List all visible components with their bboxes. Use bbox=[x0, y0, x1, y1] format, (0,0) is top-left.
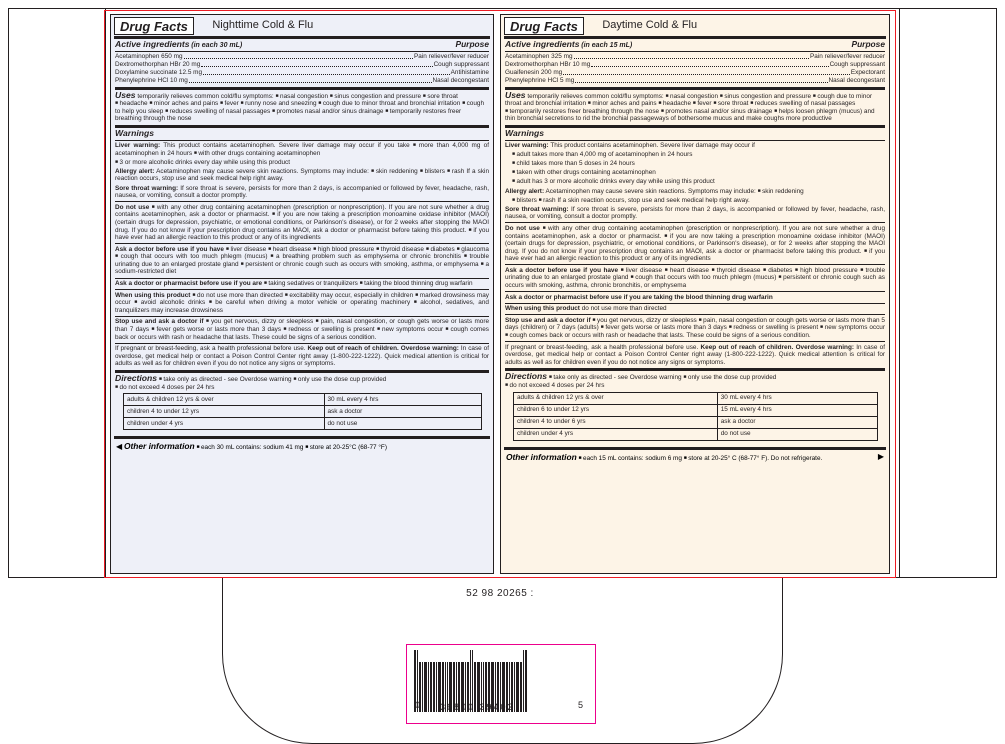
do-not-use-allergy-left: ■ if you have ever had an allergic reaction to this product or any of its ingredients bbox=[115, 227, 489, 242]
drug-facts-panel-nighttime bbox=[110, 14, 494, 574]
directions-bullet: ■ take only as directed - see Overdose warning bbox=[549, 374, 682, 381]
use-item: ■ helps loosen phlegm (mucus) and thin bronchial secretions to rid the bronchial passageways of bothersome mucus and make coughs more productive bbox=[505, 108, 875, 123]
use-item: ■ runny nose and sneezing bbox=[241, 100, 317, 107]
warnings-section-left bbox=[115, 127, 490, 368]
directions-title-right: Directions bbox=[505, 371, 548, 382]
active-ingredient-row bbox=[115, 53, 489, 61]
ingredient-name: Dextromethorphan HBr 20 mg bbox=[115, 60, 201, 68]
barcode-right-digit: 5 bbox=[578, 700, 584, 710]
dose-age: adults & children 12 yrs & over bbox=[514, 392, 718, 404]
allergy-bullet: ■ rash bbox=[447, 168, 464, 175]
directions-bullet: ■ take only as directed - see Overdose warning bbox=[159, 376, 292, 383]
directions-bullet: ■ only use the dose cup provided bbox=[293, 376, 386, 383]
ask-doctor-bullet: ■ trouble urinating due to an enlarged prostate gland bbox=[505, 267, 885, 282]
leader-dots bbox=[189, 78, 432, 83]
other-information-title-right: Other information bbox=[506, 451, 577, 462]
product-name-daytime: Daytime Cold & Flu bbox=[602, 19, 698, 31]
table-row bbox=[124, 418, 482, 430]
when-using-bullet: ■ alcohol, sedatives, and tranquilizers may increase drowsiness bbox=[115, 299, 489, 314]
ask-doctor-bullet: ■ trouble urinating due to an enlarged prostate gland bbox=[115, 253, 489, 268]
leader-dots bbox=[574, 54, 810, 59]
active-ingredient-row bbox=[115, 61, 489, 69]
stop-use-title-right: Stop use and ask a doctor if bbox=[505, 316, 591, 324]
leader-dots bbox=[575, 78, 827, 83]
ask-doctor-bullet: ■ heart disease bbox=[665, 267, 709, 274]
when-using-bullet: do not use more than directed bbox=[581, 305, 667, 313]
leader-dots bbox=[201, 62, 432, 67]
bottom-flap-left-curve bbox=[222, 578, 342, 744]
use-item: ■ cough due to minor throat and bronchial irritation bbox=[505, 93, 872, 108]
directions-section-right bbox=[505, 373, 885, 440]
uses-section-right bbox=[505, 89, 885, 123]
other-information-section-left bbox=[114, 436, 490, 451]
flap-code-text: 52 98 20265 : bbox=[466, 588, 534, 599]
arrow-right-icon: ▶ bbox=[877, 451, 884, 461]
ingredient-name: Guaifenesin 200 mg bbox=[505, 68, 563, 76]
table-row bbox=[124, 406, 482, 418]
stop-use-bullet: ■ cough comes back or occurs with rash or headache that lasts. These could be signs of a serious condition. bbox=[505, 332, 811, 339]
when-using-bullet: ■ be careful when driving a motor vehicle or operating machinery bbox=[209, 299, 410, 306]
uses-lead-right: temporarily relieves common cold/flu symptoms: bbox=[527, 92, 664, 100]
stop-use-bullet: ■ cough comes back or occurs with rash or headache that lasts. These could be signs of a serious condition. bbox=[115, 326, 489, 341]
allergy-alert-title-right: Allergy alert: bbox=[505, 187, 545, 195]
use-item: ■ reduces swelling of nasal passages bbox=[750, 100, 855, 107]
active-ingredient-row bbox=[505, 61, 885, 69]
use-item: ■ temporarily restores freer breathing through the nose bbox=[505, 108, 659, 115]
directions-section-left bbox=[115, 375, 489, 430]
drug-facts-title: Drug Facts bbox=[114, 17, 194, 35]
table-row bbox=[124, 394, 482, 406]
leader-dots bbox=[563, 70, 850, 75]
active-ingredient-row bbox=[115, 69, 489, 77]
stop-use-bullet: ■ fever gets worse or lasts more than 3 days bbox=[601, 324, 727, 331]
use-item: ■ reduces swelling of nasal passages bbox=[165, 108, 270, 115]
do-not-use-text-left: ■ with any other drug containing acetaminophen (prescription or nonprescription). If you are not sure whether a drug contains acetaminophen, ask a doctor or pharmacist. bbox=[115, 204, 489, 219]
allergy-bullet: ■ skin reddening bbox=[758, 188, 804, 195]
ask-doctor-title-right: Ask a doctor before use if you have bbox=[505, 266, 619, 274]
use-item: ■ fever bbox=[693, 100, 712, 107]
stop-use-bullet: ■ new symptoms occur bbox=[820, 324, 885, 331]
drug-facts-title: Drug Facts bbox=[504, 17, 584, 35]
dose-amount: do not use bbox=[324, 418, 482, 430]
use-item: ■ sinus congestion and pressure bbox=[330, 93, 421, 100]
use-item: ■ minor aches and pains bbox=[149, 100, 218, 107]
use-item: ■ headache bbox=[658, 100, 691, 107]
ask-doctor-bullet: ■ high blood pressure bbox=[795, 267, 858, 274]
dosage-table-left bbox=[123, 393, 482, 430]
ask-doctor-bullet: ■ thyroid disease bbox=[711, 267, 760, 274]
sore-throat-title-left: Sore throat warning: bbox=[115, 184, 179, 192]
carton-right-flap bbox=[899, 8, 997, 578]
liver-warning-text-left: This product contains acetaminophen. Severe liver damage may occur if you take bbox=[163, 142, 410, 150]
ingredient-purpose: Pain reliever/fever reducer bbox=[414, 52, 489, 60]
arrow-left-icon: ◀ bbox=[116, 442, 123, 452]
ingredient-purpose: Pain reliever/fever reducer bbox=[810, 52, 885, 60]
liver-warning-title-right: Liver warning: bbox=[505, 142, 549, 150]
drug-facts-body-daytime bbox=[501, 39, 889, 445]
liver-bullet: ■ adult has 3 or more alcoholic drinks every day while using this product bbox=[512, 178, 715, 185]
when-using-bullet: ■ marked drowsiness may occur bbox=[115, 292, 489, 307]
active-ingredient-row bbox=[505, 53, 885, 61]
when-using-title-right: When using this product bbox=[505, 305, 580, 313]
do-not-use-title-right: Do not use bbox=[505, 224, 540, 232]
warnings-title-right: Warnings bbox=[505, 127, 544, 138]
use-item: ■ sore throat bbox=[713, 100, 748, 107]
ingredient-purpose: Antihistamine bbox=[450, 68, 489, 76]
dose-amount: 30 mL every 4 hrs bbox=[324, 394, 482, 406]
when-using-bullet: ■ excitability may occur, especially in children bbox=[285, 292, 413, 299]
other-information-section-right bbox=[504, 447, 886, 462]
leader-dots bbox=[203, 70, 450, 75]
purpose-label-right: Purpose bbox=[851, 39, 885, 49]
bottom-flap-right-curve bbox=[663, 578, 783, 744]
ask-doctor-bullet: ■ a sodium-restricted diet bbox=[115, 261, 489, 276]
allergy-alert-text-right: Acetaminophen may cause severe skin reactions. Symptoms may include: bbox=[545, 187, 756, 195]
ingredient-purpose: Nasal decongestant bbox=[432, 76, 489, 84]
other-info-bullet: ■ each 15 mL contains: sodium 6 mg bbox=[579, 455, 682, 462]
allergy-bullet: ■ blisters bbox=[420, 168, 445, 175]
ask-doctor-bullet: ■ cough that occurs with too much phlegm (mucus) bbox=[115, 253, 268, 260]
other-info-bullet: ■ store at 20-25°C (68-77 °F) bbox=[305, 444, 387, 451]
drug-facts-body-nighttime bbox=[111, 39, 493, 434]
stop-use-bullet: ■ pain, nasal congestion or cough gets worse or lasts more than 5 days (children) or 7 days (adults) bbox=[505, 317, 885, 332]
liver-bullet: ■ with other drugs containing acetaminophen bbox=[194, 150, 320, 157]
ingredient-purpose: Cough suppressant bbox=[433, 60, 489, 68]
stop-use-bullet: ■ you get nervous, dizzy or sleepless bbox=[592, 317, 696, 324]
overdose-warning-text-left: In case of overdose, get medical help or contact a Poison Control Center right away (1-800-222-1222). Quick medical attention is critical for adults as well as for children even if you do not notice any signs or symptoms. bbox=[115, 345, 490, 368]
use-item: ■ promotes nasal and/or sinus drainage bbox=[661, 108, 772, 115]
do-not-use-text-right: ■ with any other drug containing acetaminophen (prescription or nonprescription). If you are not sure whether a drug contains acetaminophen, ask a doctor or pharmacist. bbox=[505, 225, 885, 240]
barcode-left-digit: 0 bbox=[415, 700, 421, 710]
use-item: ■ nasal congestion bbox=[276, 93, 329, 100]
active-ingredient-row bbox=[115, 77, 489, 85]
dose-age: adults & children 12 yrs & over bbox=[124, 394, 325, 406]
use-item: ■ cough to help you sleep bbox=[115, 100, 484, 115]
other-information-title-left: Other information bbox=[123, 441, 195, 452]
stop-use-bullet: ■ you get nervous, dizzy or sleepless bbox=[206, 318, 313, 325]
overdose-warning-text-right: In case of overdose, get medical help or contact a Poison Control Center right away (1-800-222-1222). Quick medical attention is critical for adults as well as for children even if you do not notice any signs or symptoms. bbox=[505, 343, 886, 366]
ask-doctor-bullet: ■ diabetes bbox=[426, 246, 455, 253]
dose-age: children under 4 yrs bbox=[514, 428, 718, 440]
stop-use-bullet: ■ pain, nasal congestion, or cough gets worse or lasts more than 7 days bbox=[115, 318, 489, 333]
do-not-use-maoi-right: ■ if you are now taking a prescription monoamine oxidase inhibitor (MAOI) (certain drugs for depression, psychiatric, or emotional conditions, or Parkinson's disease), or for 2 weeks after stopping the MAOI drug. If you do not know if your prescription drug contains an MAOI, ask a doctor or pharmacist before taking this product. bbox=[505, 233, 885, 255]
sore-throat-text-left: If sore throat is severe, persists for more than 2 days, is accompanied or followed by fever, headache, rash, nausea, or vomiting, consult a doctor promptly. bbox=[115, 184, 490, 200]
uses-section-left bbox=[115, 89, 489, 123]
use-item: ■ sinus congestion and pressure bbox=[720, 93, 811, 100]
dose-amount: ask a doctor bbox=[324, 406, 482, 418]
other-info-bullet: ■ each 30 mL contains: sodium 41 mg bbox=[196, 444, 303, 451]
dose-amount: 30 mL every 4 hrs bbox=[717, 392, 877, 404]
ask-doctor-bullet: ■ persistent or chronic cough such as occurs with smoking, asthma, or emphysema bbox=[241, 261, 479, 268]
active-ingredients-subtitle-left: (in each 30 mL) bbox=[191, 42, 243, 49]
table-row bbox=[514, 392, 878, 404]
ask-doctor-bullet: ■ a breathing problem such as emphysema or chronic bronchitis bbox=[270, 253, 461, 260]
ask-pharmacist-bullet: ■ taking the blood thinning drug warfarin bbox=[360, 280, 473, 287]
sore-throat-text-right: If sore throat is severe, persists for more than 2 days, is accompanied or followed by fever, headache, rash, nausea, or vomiting, consult a doctor promptly. bbox=[505, 205, 885, 221]
when-using-title-left: When using this product bbox=[115, 291, 191, 299]
dose-amount: 15 mL every 4 hrs bbox=[717, 404, 877, 416]
ingredient-name: Acetaminophen 325 mg bbox=[505, 52, 573, 60]
allergy-alert-tail-right: If a skin reaction occurs, stop use and seek medical help right away. bbox=[557, 196, 750, 204]
use-item: ■ headache bbox=[115, 100, 148, 107]
dose-amount: do not use bbox=[717, 428, 877, 440]
dose-age: children 6 to under 12 yrs bbox=[514, 404, 718, 416]
allergy-bullet: ■ blisters bbox=[512, 197, 537, 204]
liver-bullet: ■ child takes more than 5 doses in 24 hours bbox=[512, 160, 635, 167]
ask-doctor-bullet: ■ diabetes bbox=[763, 267, 792, 274]
when-using-bullet: ■ avoid alcoholic drinks bbox=[134, 299, 205, 306]
directions-bullet: ■ only use the dose cup provided bbox=[683, 374, 776, 381]
directions-title-left: Directions bbox=[115, 373, 158, 383]
warnings-section-right bbox=[505, 127, 886, 366]
ingredient-name: Doxylamine succinate 12.5 mg bbox=[115, 68, 203, 76]
use-item: ■ cough due to minor throat and bronchial irritation bbox=[318, 100, 460, 107]
ask-pharmacist-title-left: Ask a doctor or pharmacist before use if you are bbox=[115, 280, 263, 288]
stop-use-title-left: Stop use and ask a doctor if bbox=[115, 318, 204, 326]
ask-doctor-bullet: ■ thyroid disease bbox=[376, 246, 424, 253]
purpose-label-left: Purpose bbox=[455, 39, 489, 49]
dose-age: children under 4 yrs bbox=[124, 418, 325, 430]
pregnancy-text-right: If pregnant or breast-feeding, ask a health professional before use. bbox=[505, 343, 699, 351]
dose-amount: ask a doctor bbox=[717, 416, 877, 428]
allergy-bullet: ■ rash bbox=[539, 197, 556, 204]
active-ingredient-row bbox=[505, 69, 885, 77]
leader-dots bbox=[184, 54, 414, 59]
active-ingredients-title-right: Active ingredients bbox=[505, 39, 580, 49]
uses-lead-left: temporarily relieves common cold/flu symptoms: bbox=[137, 92, 274, 100]
stop-use-bullet: ■ redness or swelling is present bbox=[283, 326, 374, 333]
barcode-digits: 36800 39402 bbox=[440, 702, 515, 712]
active-ingredients-title-left: Active ingredients bbox=[115, 39, 190, 49]
other-info-bullet: ■ store at 20-25° C (68-77° F). Do not refrigerate. bbox=[684, 455, 823, 462]
dose-age: children 4 to under 12 yrs bbox=[124, 406, 325, 418]
directions-bullet: ■ do not exceed 4 doses per 24 hrs bbox=[115, 384, 214, 391]
use-item: ■ fever bbox=[220, 100, 239, 107]
ask-pharmacist-title-right: Ask a doctor or pharmacist before use if you are taking the blood thinning drug warfarin bbox=[505, 293, 773, 301]
liver-warning-text-right: This product contains acetaminophen. Severe liver damage may occur if bbox=[550, 142, 755, 150]
ask-doctor-bullet: ■ liver disease bbox=[226, 246, 266, 253]
table-row bbox=[514, 428, 878, 440]
ingredient-name: Dextromethorphan HBr 10 mg bbox=[505, 60, 591, 68]
ask-pharmacist-bullet: ■ taking sedatives or tranquilizers bbox=[264, 280, 358, 287]
liver-bullet: ■ more than 4,000 mg of acetaminophen in 24 hours bbox=[115, 142, 489, 157]
drug-facts-header-daytime bbox=[504, 17, 886, 39]
active-ingredient-row bbox=[505, 77, 885, 85]
active-ingredients-subtitle-right: (in each 15 mL) bbox=[581, 42, 633, 49]
liver-bullet: ■ adult takes more than 4,000 mg of acetaminophen in 24 hours bbox=[512, 151, 692, 158]
do-not-use-maoi-left: ■ if you are now taking a prescription monoamine oxidase inhibitor (MAOI) (certain drugs for depression, psychiatric, or emotional conditions, or Parkinson's disease), or for 2 weeks after stopping the MAOI drug. If you do not know if your prescription drug contains an MAOI, ask a doctor or pharmacist before taking this product. bbox=[115, 211, 489, 233]
pregnancy-text-left: If pregnant or breast-feeding, ask a health professional before use. bbox=[115, 345, 306, 353]
ingredient-name: Phenylephrine HCl 10 mg bbox=[115, 76, 188, 84]
warnings-title-left: Warnings bbox=[115, 127, 154, 138]
keep-out-of-reach-right: Keep out of reach of children. bbox=[700, 343, 794, 351]
carton-left-flap bbox=[8, 8, 106, 578]
directions-bullet: ■ do not exceed 4 doses per 24 hrs bbox=[505, 382, 604, 389]
when-using-bullet: ■ do not use more than directed bbox=[192, 292, 282, 299]
liver-warning-title-left: Liver warning: bbox=[115, 142, 161, 150]
use-item: ■ minor aches and pains bbox=[588, 100, 657, 107]
allergy-alert-text-left: Acetaminophen may cause severe skin reactions. Symptoms may include: bbox=[156, 167, 369, 175]
dose-age: children 4 to under 6 yrs bbox=[514, 416, 718, 428]
ask-doctor-bullet: ■ heart disease bbox=[268, 246, 311, 253]
leader-dots bbox=[591, 62, 828, 67]
overdose-warning-title-left: Overdose warning: bbox=[400, 345, 459, 353]
liver-bullet: ■ 3 or more alcoholic drinks every day while using this product bbox=[115, 159, 290, 166]
active-ingredients-section-left bbox=[115, 41, 489, 85]
uses-title-left: Uses bbox=[115, 89, 136, 100]
ask-doctor-bullet: ■ liver disease bbox=[621, 267, 663, 274]
ingredient-purpose: Cough suppressant bbox=[829, 60, 885, 68]
active-ingredients-section-right bbox=[505, 41, 885, 85]
allergy-alert-title-left: Allergy alert: bbox=[115, 167, 155, 175]
do-not-use-allergy-right: ■ if you have ever had an allergic reaction to this product or any of its ingredients bbox=[505, 248, 885, 263]
ask-doctor-bullet: ■ high blood pressure bbox=[313, 246, 374, 253]
use-item: ■ nasal congestion bbox=[666, 93, 719, 100]
ingredient-purpose: Expectorant bbox=[850, 68, 885, 76]
use-item: ■ promotes nasal and/or sinus drainage bbox=[272, 108, 383, 115]
allergy-alert-tail-left: If a skin reaction occurs, stop use and seek medical help right away. bbox=[115, 167, 490, 183]
keep-out-of-reach-left: Keep out of reach of children. bbox=[307, 345, 399, 353]
ask-doctor-bullet: ■ cough that occurs with too much phlegm (mucus) bbox=[630, 274, 776, 281]
ask-doctor-title-left: Ask a doctor before use if you have bbox=[115, 245, 224, 253]
allergy-bullet: ■ skin reddening bbox=[371, 168, 418, 175]
stop-use-bullet: ■ fever gets worse or lasts more than 3 days bbox=[151, 326, 281, 333]
ingredient-purpose: Nasal decongestant bbox=[828, 76, 885, 84]
table-row bbox=[514, 404, 878, 416]
stop-use-bullet: ■ redness or swelling is present bbox=[729, 324, 818, 331]
ingredient-name: Phenylephrine HCl 5 mg bbox=[505, 76, 575, 84]
use-item: ■ sore throat bbox=[423, 93, 458, 100]
use-item: ■ temporarily restores freer breathing through the nose bbox=[115, 108, 461, 123]
product-name-nighttime: Nighttime Cold & Flu bbox=[212, 19, 314, 31]
do-not-use-title-left: Do not use bbox=[115, 203, 150, 211]
drug-facts-header-nighttime bbox=[114, 17, 490, 39]
liver-bullet: ■ taken with other drugs containing acetaminophen bbox=[512, 169, 656, 176]
stop-use-bullet: ■ new symptoms occur bbox=[377, 326, 443, 333]
dosage-table-right bbox=[513, 392, 878, 441]
drug-facts-panel-daytime bbox=[500, 14, 890, 574]
sore-throat-title-right: Sore throat warning: bbox=[505, 205, 569, 213]
ingredient-name: Acetaminophen 650 mg bbox=[115, 52, 183, 60]
uses-title-right: Uses bbox=[505, 89, 526, 100]
overdose-warning-title-right: Overdose warning: bbox=[795, 343, 854, 351]
ask-doctor-bullet: ■ persistent or chronic cough such as occurs with smoking, asthma, chronic bronchitis, or emphysema bbox=[505, 274, 885, 289]
ask-doctor-bullet: ■ glaucoma bbox=[457, 246, 489, 253]
table-row bbox=[514, 416, 878, 428]
